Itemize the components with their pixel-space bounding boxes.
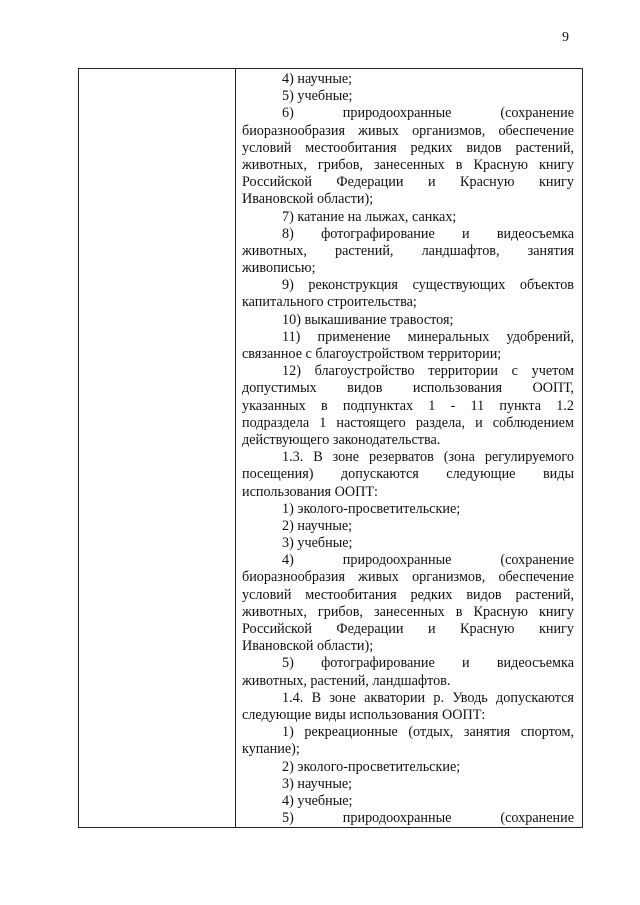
word: занесенных [374,156,445,173]
text-line: капитального строительства; [242,294,417,311]
word: 9) [282,277,294,294]
word: рекреационные [304,724,398,741]
word: благоустройство [314,363,415,380]
text-line [242,398,574,415]
text-line: 2) эколого-просветительские; [282,758,461,775]
word: редких [410,139,453,156]
word: Федерации [336,621,404,637]
word: минеральных [407,328,490,345]
word: удобрений, [506,328,574,345]
word: настоящего [336,414,406,431]
text-line [242,226,574,243]
word: местообитания [305,586,397,603]
word: животных, [242,156,307,173]
word: обеспечение [498,569,574,586]
word: с [511,363,518,380]
text-line: 10) выкашивание травостоя; [282,311,454,328]
text-line [242,174,574,191]
column-divider [235,69,236,827]
word: редких [410,586,453,603]
text-line [242,415,574,432]
word: (зона [443,449,475,466]
word: соблюдением [492,414,574,431]
word: видов [347,380,383,397]
word: биоразнообразия [242,122,346,139]
word: раздела, [415,414,465,431]
word: следующие [446,466,516,483]
word: 11 [470,397,485,414]
word: животных, [242,242,307,259]
word: зоне [332,449,360,466]
word: подпунктах [342,397,414,414]
word: 1 [428,397,436,414]
word: спортом, [520,724,574,741]
word: книгу [538,174,574,191]
text-line: 4) учебные; [282,792,353,809]
word: (сохранение [500,105,574,122]
word: и [427,174,436,191]
word: 5) [282,655,294,672]
word: 5) [282,810,294,827]
text-line: 4) научные; [282,71,353,87]
word: видеосъемка [496,655,574,672]
word: (сохранение [500,810,574,827]
word: растений, [334,242,394,259]
text-line: животных, растений, ландшафтов. [242,672,451,689]
word: пункта [499,397,542,414]
text-line: Ивановской области); [242,638,374,655]
page-number: 9 [562,30,569,45]
word: существующих [412,277,506,294]
text-line [242,724,574,741]
word: Красную [460,174,515,191]
word: территории [428,363,498,380]
word: грибов, [317,156,363,173]
text-line [242,329,574,346]
text-line: следующие виды использования ООПТ: [242,706,486,723]
word: допускаются [496,689,574,706]
word: занесенных [374,603,445,620]
text-line [242,587,574,604]
word: Уводь [452,689,488,706]
text-line [242,810,574,827]
word: (сохранение [500,552,574,569]
text-line [242,621,574,638]
word: применение [317,328,391,345]
word: в [455,603,463,620]
word: фотографирование [321,225,435,242]
word: природоохранные [342,810,452,827]
word: условий [242,139,292,156]
word: реконструкция [308,277,398,294]
text-line: 1) эколого-просветительские; [282,500,461,517]
word: ландшафтов, [421,242,500,259]
word: видеосъемка [496,225,574,242]
word: занятия [463,724,511,741]
text-line [242,243,574,260]
word: фотографирование [321,655,435,672]
word: местообитания [305,139,397,156]
text-line: 5) учебные; [282,88,353,105]
text-line: купание); [242,741,300,758]
word: книгу [538,156,574,173]
word: растений, [515,586,574,603]
text-line: живописью; [242,260,316,277]
text-line [242,655,574,672]
word: р. [433,689,445,706]
word: в [455,156,463,173]
text-line [242,569,574,586]
word: В [313,449,323,466]
word: использования [412,380,502,397]
word: книгу [538,603,574,620]
word: 1.2 [556,397,574,414]
word: Российской [242,621,312,637]
text-line [242,604,574,621]
word: 12) [282,363,301,380]
regulation-text-cell [242,71,574,827]
word: 8) [282,225,294,242]
word: зоне [329,689,356,706]
word: биоразнообразия [242,569,346,586]
word: видов [466,139,502,156]
word: 4) [282,552,294,569]
word: Красную [473,156,528,173]
word: Федерации [336,174,404,191]
text-line [242,363,574,380]
word: видов [466,586,502,603]
text-line [242,690,574,707]
text-line [242,277,574,294]
word: обеспечение [498,122,574,139]
word: подраздела [242,414,310,431]
word: природоохранные [342,552,452,569]
word: и [475,414,483,431]
word: книгу [538,621,574,637]
word: регулируемого [484,449,574,466]
text-line [242,123,574,140]
text-line: действующего законодательства. [242,431,441,448]
word: Красную [473,603,528,620]
word: В [311,689,322,706]
word: (отдых, [408,724,454,741]
text-line: 3) учебные; [282,535,353,552]
word: посещения) [242,466,314,483]
text-line: 3) научные; [282,775,353,792]
text-line: 7) катание на лыжах, санках; [282,208,457,225]
word: организмов, [412,122,486,139]
word: живых [358,122,399,139]
word: объектов [519,277,574,294]
word: и [427,621,436,637]
word: 1.3. [282,449,304,466]
word: учетом [531,363,574,380]
text-line: использования ООПТ: [242,483,378,500]
word: допускаются [340,466,419,483]
text-line [242,157,574,174]
word: живых [358,569,399,586]
word: и [462,655,470,672]
word: 1) [282,724,294,741]
word: в [320,397,328,414]
word: 1.4. [282,689,304,706]
word: грибов, [317,603,363,620]
word: животных, [242,603,307,620]
text-line [242,552,574,569]
word: 1 [319,414,327,431]
word: занятия [527,242,574,259]
text-line: связанное с благоустройством территории; [242,346,502,362]
word: 6) [282,105,294,122]
word: указанных [242,397,306,414]
word: природоохранные [342,105,452,122]
text-line [242,380,574,397]
text-line [242,105,574,122]
regulation-table [78,68,583,828]
text-line [242,466,574,483]
word: Красную [460,621,515,637]
word: Российской [242,174,312,191]
word: акватории [364,689,426,706]
text-line: Ивановской области); [242,191,374,208]
word: допустимых [242,380,317,397]
word: - [450,397,456,414]
word: условий [242,586,292,603]
word: ООПТ, [532,380,574,397]
text-line [242,449,574,466]
word: виды [542,466,574,483]
word: растений, [515,139,574,156]
word: организмов, [412,569,486,586]
text-line [242,140,574,157]
word: резерватов [368,449,434,466]
word: 11) [282,328,301,345]
text-line: 2) научные; [282,517,353,534]
word: и [462,225,470,242]
